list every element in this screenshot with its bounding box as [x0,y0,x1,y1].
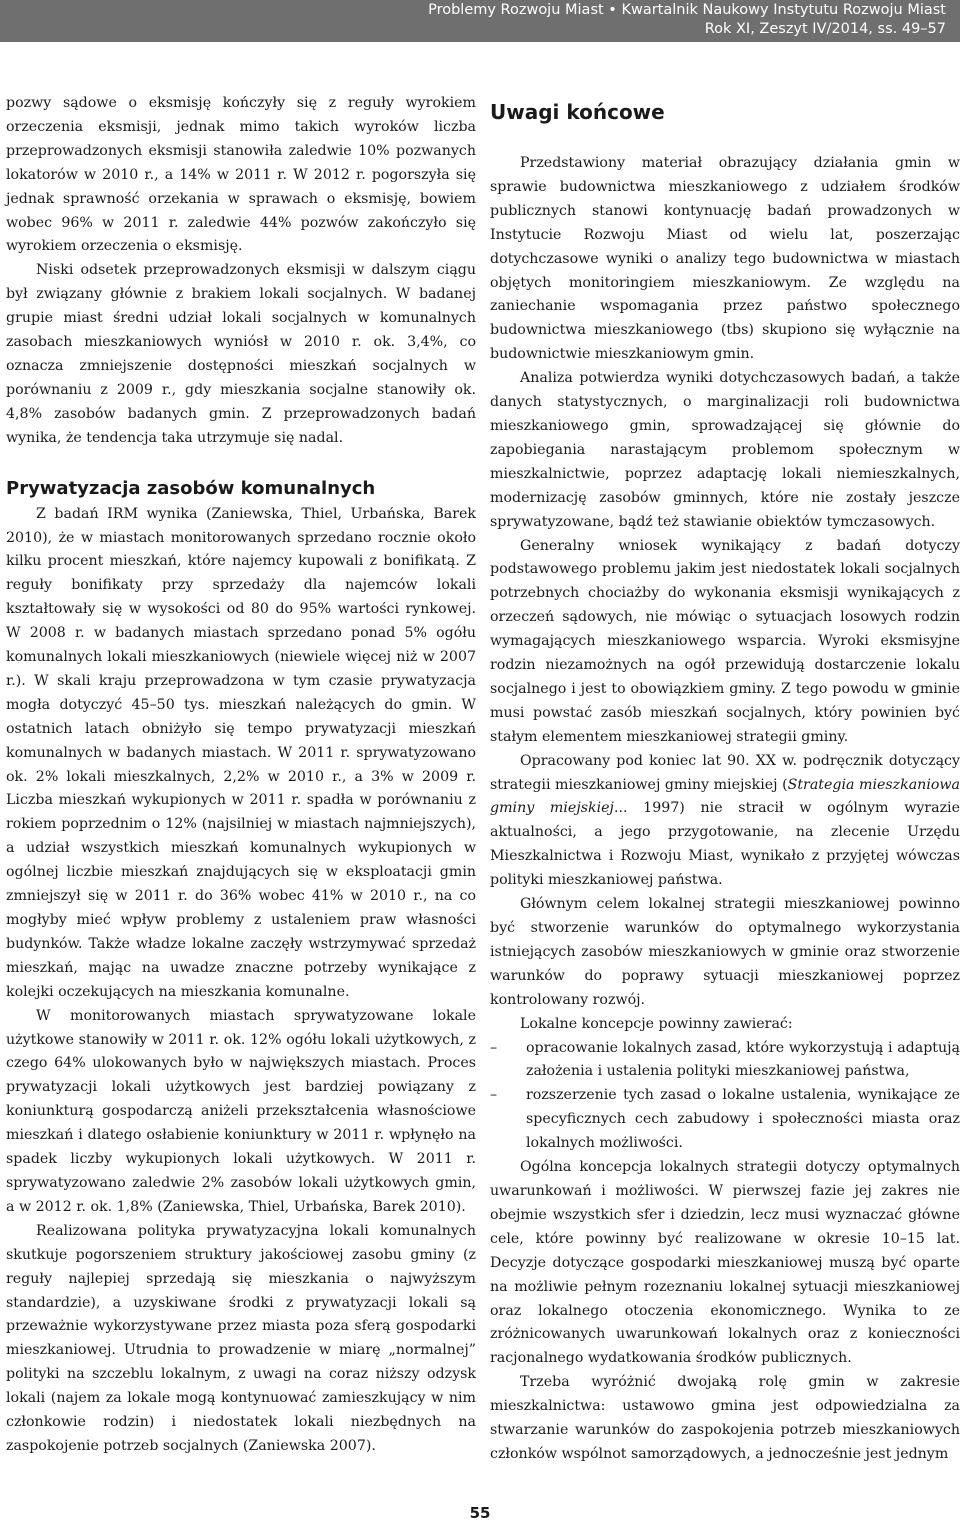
paragraph: Analiza potwierdza wyniki dotychczasowych badań, a także danych statystycznych, o marginalizacji roli budownictwa mieszkaniowego gmin, sprowadzającej się głównie do zapobiegania narastającym problemom społecznym w mieszkalnictwie, poprzez adaptację lokali niemieszkalnych, modernizację zasobów gminnych, które nie zostały jeszcze sprywatyzowane, bądź też stawianie obiektów tymczasowych. [490,370,960,530]
paragraph: Lokalne koncepcje powinny zawierać: [520,1015,793,1032]
list-item [490,1084,960,1156]
text-run: ... 1997) nie stracił w ogólnym wyrazie aktualności, a jego przygotowanie, na zlecenie Urzędu Mieszkalnictwa i Rozwoju Miast, wynikało z przyjętej wówczas polityki mieszkaniowej państwa. [490,800,960,889]
list-item-text: rozszerzenie tych zasad o lokalne ustalenia, wynikające ze specyficznych cech zabudowy i społeczności miasta oraz lokalnych możliwości. [526,1087,960,1152]
dash-marker: – [490,1087,498,1104]
paragraph: Ogólna koncepcja lokalnych strategii dotyczy optymalnych uwarunkowań i możliwości. W pierwszej fazie jej zakres nie obejmie wszystkich sfer i dziedzin, lecz musi wyznaczać główne cele, które powinny być realizowane w okresie 10–15 lat. Decyzje dotyczące gospodarki mieszkaniowej muszą być oparte na możliwie pełnym rozeznaniu lokalnej sytuacji mieszkaniowej oraz lokalnego otoczenia ekonomicznego. Wynika to ze zróżnicowanych uwarunkowań lokalnych oraz z konieczności racjonalnego wydatkowania środków publicznych. [490,1159,960,1367]
section-heading-privatization: Prywatyzacja zasobów komunalnych [6,477,376,499]
dash-marker: – [490,1039,498,1056]
right-column [490,100,960,1467]
page-number: 55 [469,1504,491,1522]
journal-title: Problemy Rozwoju Miast • Kwartalnik Naukowy Instytutu Rozwoju Miast [428,2,946,18]
list-item-text: opracowanie lokalnych zasad, które wykorzystują i adaptują założenia i ustalenia polityki mieszkaniowej państwa, [526,1039,960,1080]
section-heading-conclusions: Uwagi końcowe [490,100,665,124]
paragraph [490,750,960,893]
paragraph: W monitorowanych miastach sprywatyzowane lokale użytkowe stanowiły w 2011 r. ok. 12% ogółu lokali użytkowych, z czego 64% ulokowanych było w największych miastach. Proces prywatyzacji lokali użytkowych jest bardziej powiązany z koniunkturą gospodarczą aniżeli przekształcenia własnościowe mieszkań i dlatego osłabienie koniunktury w 2011 r. wpłynęło na spadek liczby wykupionych lokali użytkowych. W 2011 r. sprywatyzowano zaledwie 2% zasobów lokali użytkowych gmin, a w 2012 r. ok. 1,8% (Zaniewska, Thiel, Urbańska, Barek 2010). [6,1007,476,1215]
paragraph: Trzeba wyróżnić dwojaką rolę gmin w zakresie mieszkalnictwa: ustawowo gmina jest odpowiedzialna za stwarzanie warunków do zaspokojenia potrzeb mieszkaniowych członków wspólnot samorządowych, a jednocześnie jest jednym [490,1374,960,1462]
text-run: Opracowany pod koniec lat 90. XX w. podręcznik dotyczący strategii mieszkaniowej gminy miejskiej ( [490,752,960,793]
issue-info: Rok XI, Zeszyt IV/2014, ss. 49–57 [704,21,946,37]
paragraph: Niski odsetek przeprowadzonych eksmisji w dalszym ciągu był związany głównie z brakiem lokali socjalnych. W badanej grupie miast średni udział lokali socjalnych w komunalnych zasobach mieszkaniowych wyniósł w 2010 r. ok. 3,4%, co oznacza zmniejszenie dostępności mieszkań socjalnych w porównaniu z 2009 r., gdy mieszkania socjalne stanowiły ok. 4,8% zasobów badanych gmin. Z przeprowadzonych badań wynika, że tendencja taka utrzymuje się nadal. [6,262,476,446]
paragraph: Przedstawiony materiał obrazujący działania gmin w sprawie budownictwa mieszkaniowego z udziałem środków publicznych stanowi kontynuację badań prowadzonych w Instytucie Rozwoju Miast od wielu lat, poszerzając dotychczasowe wyniki o analizy tego budownictwa w miastach objętych monitoringiem mieszkaniowym. Ze względu na zaniechanie wspomagania przez państwo społecznego budownictwa mieszkaniowego (tbs) skupiono się wyłącznie na budownictwie mieszkaniowym gmin. [490,155,960,363]
dash-list [490,1037,960,1157]
paragraph: Głównym celem lokalnej strategii mieszkaniowej powinno być stworzenie warunków do optymalnego wykorzystania istniejących zasobów mieszkaniowych w gminie oraz stworzenie warunków do poprawy sytuacji mieszkaniowej poprzez kontrolowany rozwój. [490,896,960,1008]
paragraph: Generalny wniosek wynikający z badań dotyczy podstawowego problemu jakim jest niedostatek lokali socjalnych potrzebnych chociażby do wykonania eksmisji wynikających z orzeczeń sądowych, nie mówiąc o sytuacjach losowych rodzin wymagających mieszkaniowego wsparcia. Wyroki eksmisyjne rodzin niezamożnych na ogół przewidują dostarczenie lokalu socjalnego i jest to obowiązkiem gminy. Z tego powodu w gminie musi powstać zasób mieszkań socjalnych, który powinien być stałym elementem mieszkaniowej strategii gminy. [490,537,960,745]
paragraph: Realizowana polityka prywatyzacyjna lokali komunalnych skutkuje pogorszeniem struktury jakościowej zasobu gminy (z reguły najlepiej sprzedają się mieszkania o najwyższym standardzie), a uzyskiwane środki z prywatyzacji lokali są przeważnie wykorzystywane przez miasta poza sferą gospodarki mieszkaniowej. Utrudnia to prowadzenie w miarę „normalnej” polityki na szczeblu lokalnym, z uwagi na coraz niższy odzysk lokali (najem za lokale mogą kontynuować zamieszkujący w nim członkowie rodzin) i niedostatek lokali niezbędnych na zaspokojenie potrzeb socjalnych (Zaniewska 2007). [6,1222,476,1454]
paragraph: pozwy sądowe o eksmisję kończyły się z reguły wyrokiem orzeczenia eksmisji, jednak mimo takich wyroków liczba przeprowadzonych eksmisji stanowiła zaledwie 10% pozwanych lokatorów w 2010 r., a 14% w 2011 r. W 2012 r. pogorszyła się jednak sprawność orzekania w sprawach o eksmisję, bowiem wobec 96% w 2011 r. zaledwie 44% pozwów zakończyło się wyrokiem orzeczenia o eksmisję. [6,95,476,255]
journal-header [0,0,960,42]
list-item [490,1037,960,1085]
left-column [6,92,476,1459]
cited-title: Strategia mieszkaniowa gminy miejskiej [490,776,960,817]
paragraph: Z badań IRM wynika (Zaniewska, Thiel, Urbańska, Barek 2010), że w miastach monitorowanych sprzedano rocznie około kilku procent mieszkań, które najemcy kupowali z bonifikatą. Z reguły bonifikaty przy sprzedaży dla najemców lokali kształtowały się w wysokości od 80 do 95% wartości rynkowej. W 2008 r. w badanych miastach sprzedano ponad 5% ogółu komunalnych lokali mieszkaniowych (niewiele więcej niż w 2007 r.). W skali kraju przeprowadzona w tym czasie prywatyzacja mogła dotyczyć 45–50 tys. mieszkań należących do gmin. W ostatnich latach obniżyło się tempo prywatyzacji mieszkań komunalnych w badanych miastach. W 2011 r. sprywatyzowano ok. 2% lokali mieszkalnych, 2,2% w 2010 r., a 3% w 2009 r. Liczba mieszkań wykupionych w 2011 r. spadła w porównaniu z rokiem poprzednim o 12% (najsilniej w miastach najmniejszych), a udział wszystkich mieszkań komunalnych wykupionych w ogólnej liczbie mieszkań znajdujących się w eksploatacji gmin zmniejszył się w 2011 r. do 36% wobec 41% w 2010 r., na co mogłyby mieć wpływ problemy z ustaleniem praw własności budynków. Także władze lokalne zaczęły wstrzymywać sprzedaż mieszkań, mając na uwadze znaczne potrzeby wynikające z kolejki oczekujących na mieszkania komunalne. [6,505,476,1000]
